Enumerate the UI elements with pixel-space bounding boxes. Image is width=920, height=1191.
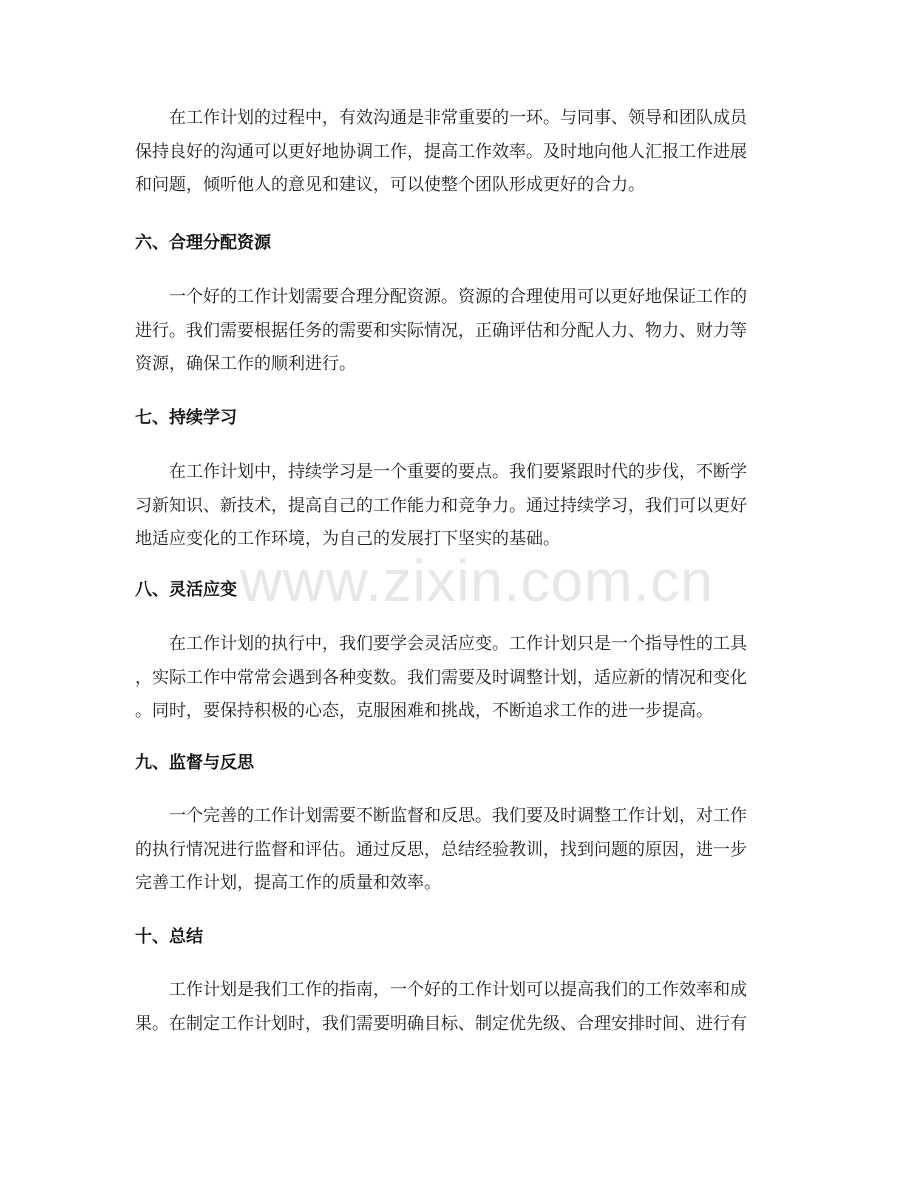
paragraph-line: 的执行情况进行监督和评估。通过反思，总结经验教训，找到问题的原因，进一步 [135,839,747,860]
paragraph-line: 地适应变化的工作环境，为自己的发展打下坚实的基础。 [135,529,560,549]
paragraph-communication [135,102,785,203]
section-heading-learning: 七、持续学习 [135,408,237,428]
paragraph-line: 一个好的工作计划需要合理分配资源。资源的合理使用可以更好地保证工作的 [169,287,747,307]
paragraph-line: 和问题，倾听他人的意见和建议，可以使整个团队形成更好的合力。 [135,175,645,195]
paragraph-flexibility [135,628,785,729]
paragraph-line: 进行。我们需要根据任务的需要和实际情况，正确评估和分配人力、物力、财力等 [135,320,747,341]
paragraph-line: 在工作计划中，持续学习是一个重要的要点。我们要紧跟时代的步伐，不断学 [169,462,747,482]
paragraph-line: 在工作计划的执行中，我们要学会灵活应变。工作计划只是一个指导性的工具 [169,634,747,654]
paragraph-line: 完善工作计划，提高工作的质量和效率。 [135,873,441,893]
section-heading-summary: 十、总结 [135,927,203,947]
paragraph-line: 习新知识、新技术，提高自己的工作能力和竞争力。通过持续学习，我们可以更好 [135,495,747,516]
watermark: www.zixin.com.cn [240,549,714,614]
paragraph-summary [135,974,785,1041]
paragraph-line: 保持良好的沟通可以更好地协调工作，提高工作效率。及时地向他人汇报工作进展 [135,141,747,162]
paragraph-line: 资源，确保工作的顺利进行。 [135,354,356,374]
section-heading-supervision: 九、监督与反思 [135,753,254,773]
section-heading-flexibility: 八、灵活应变 [135,580,237,600]
paragraph-line: 工作计划是我们工作的指南，一个好的工作计划可以提高我们的工作效率和成 [169,980,747,1000]
paragraph-line: 。同时，要保持积极的心态，克服困难和挑战，不断追求工作的进一步提高。 [135,701,713,721]
paragraph-line: ，实际工作中常常会遇到各种变数。我们需要及时调整计划，适应新的情况和变化 [135,667,747,688]
paragraph-line: 在工作计划的过程中，有效沟通是非常重要的一环。与同事、领导和团队成员 [169,108,747,128]
paragraph-line: 一个完善的工作计划需要不断监督和反思。我们要及时调整工作计划，对工作 [169,806,747,826]
paragraph-learning [135,456,785,557]
paragraph-supervision [135,800,785,901]
paragraph-resources [135,281,785,382]
section-heading-resources: 六、合理分配资源 [135,233,271,253]
paragraph-line: 果。在制定工作计划时，我们需要明确目标、制定优先级、合理安排时间、进行有 [135,1013,747,1034]
